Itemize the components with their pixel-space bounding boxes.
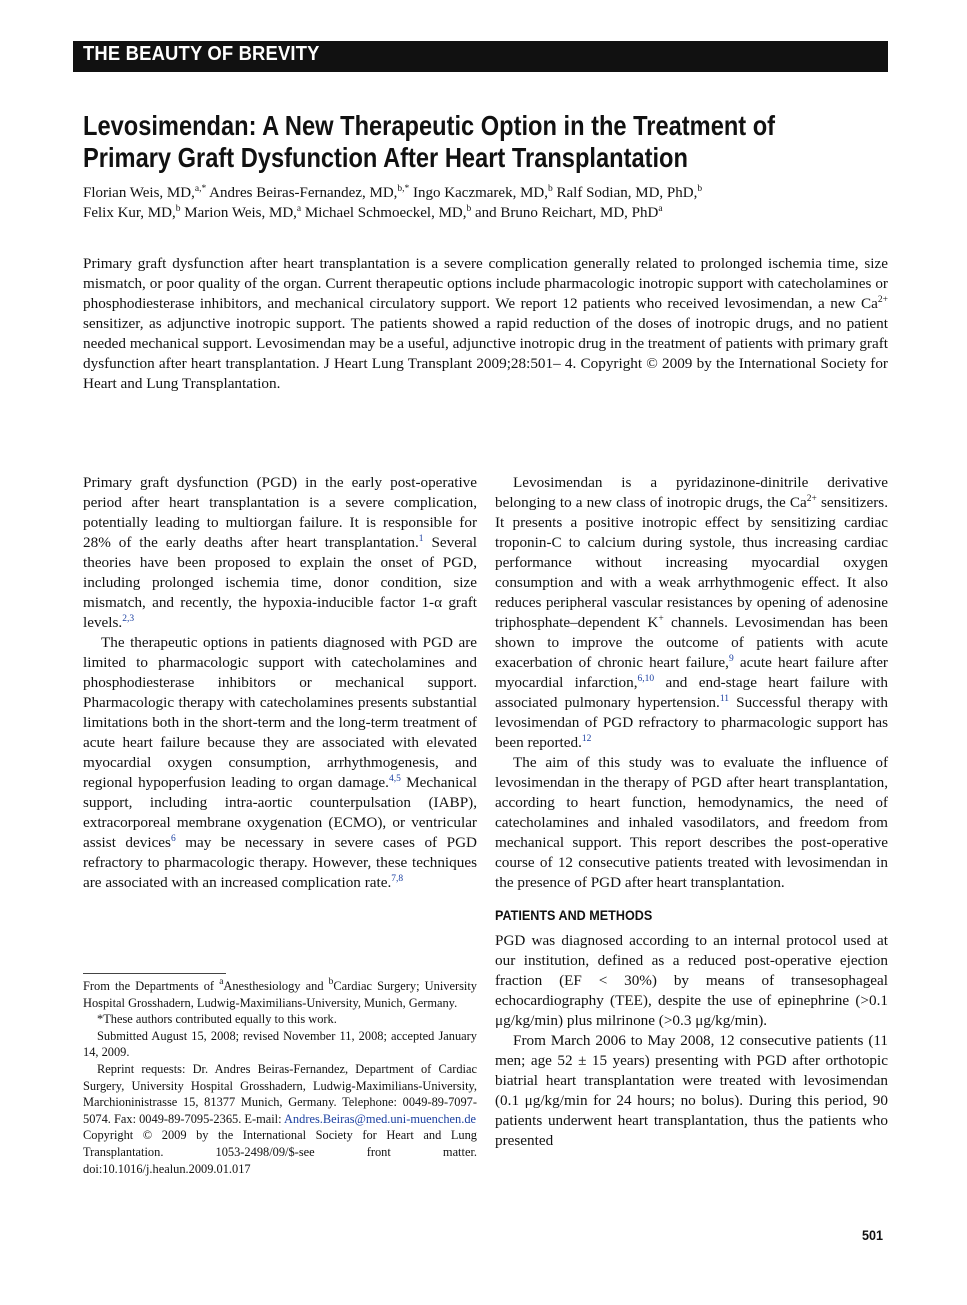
- paragraph-text: and end-stage heart failure with associated pulmonary hypertension.: [495, 674, 888, 711]
- paragraph-text: The therapeutic options in patients diagnosed with PGD are limited to pharmacologic support with catecholamines and phosphodiesterase inhibitors or mechanical support. Pharmacologic therapy with catecholamines presents substantial limitations both in the short-term and the long-term treatment of acute heart failure because they are associated with elevated myocardial oxygen consumption, arrhythmogenesis, and regional hypoperfusion leading to organ damage.: [83, 634, 477, 791]
- citation-link[interactable]: 2,3: [122, 614, 135, 624]
- citation-link[interactable]: 7,8: [391, 874, 404, 884]
- author: Felix Kur, MD,: [83, 205, 176, 221]
- footnote-copyright: Copyright © 2009 by the International Society for Heart and Lung Transplantation. 1053-2498/09/$-see front matter. doi:10.1016/j.healun.2009.01.017: [83, 1128, 477, 1176]
- superscript: 2+: [806, 494, 817, 504]
- citation-link[interactable]: 9: [728, 654, 734, 664]
- citation-link[interactable]: 12: [581, 734, 592, 744]
- banner-text: THE BEAUTY OF BREVITY: [83, 43, 320, 65]
- footnote-divider: [83, 973, 226, 974]
- author: and Bruno Reichart, MD, PhD: [475, 205, 659, 221]
- footnote-text: Reprint requests: Dr. Andres Beiras-Fernandez, Department of Cardiac Surgery, University Hospital Grosshadern, Ludwig-Maximilians-University, Marchioninistrasse 15, 81377 Munich, Germany. Telephone: 0049-89-7097-5074. Fax: 0049-89-7095-2365. E-mail:: [83, 1061, 477, 1126]
- author-affiliation: b,*: [397, 184, 410, 194]
- body-column-left: [83, 473, 477, 893]
- abstract: [83, 254, 888, 394]
- author-affiliation: b: [466, 204, 472, 214]
- page-number: 501: [862, 1227, 884, 1243]
- author-affiliation: b: [697, 184, 703, 194]
- author-list: [83, 183, 893, 223]
- paragraph: PGD was diagnosed according to an internal protocol used at our institution, defined as a reduced post-operative ejection fraction (EF < 30%) by means of transesophageal echocardiography (TEE), despite the use of epinephrine (>0.1 μg/kg/min) plus milrinone (>0.3 μg/kg/min).: [495, 932, 888, 1029]
- paragraph: From March 2006 to May 2008, 12 consecutive patients (11 men; age 52 ± 15 years) presenting with PGD after orthotopic biatrial heart transplantation were treated with levosimendan (0.1 μg/kg/min for 24 hours; no bolus). During this period, 90 patients underwent heart transplantation, thus the patients who presented: [495, 1032, 888, 1149]
- author: Ralf Sodian, MD, PhD,: [556, 185, 698, 201]
- paragraph-text: may be necessary in severe cases of PGD refractory to pharmacologic therapy. However, these techniques are associated with an increased complication rate.: [83, 834, 478, 891]
- superscript: +: [658, 614, 664, 624]
- author-affiliation: b: [175, 204, 181, 214]
- footnote-equal-contribution: *These authors contributed equally to this work.: [97, 1012, 337, 1027]
- paragraph-text: Several theories have been proposed to explain the onset of PGD, including prolonged ischemia time, donor condition, size mismatch, and recently, the hypoxia-inducible factor 1-α graft levels.: [83, 534, 477, 631]
- author-affiliation: a: [658, 204, 663, 214]
- citation-link[interactable]: 4,5: [388, 774, 401, 784]
- citation-link[interactable]: 1: [418, 534, 424, 544]
- body-column-right: [495, 473, 888, 1151]
- superscript: a: [219, 977, 224, 987]
- citation-link[interactable]: 6,10: [637, 674, 655, 684]
- title-line-1: Levosimendan: A New Therapeutic Option in the Treatment of: [83, 110, 776, 141]
- paragraph: [83, 633, 477, 893]
- footnote-text: From the Departments of: [83, 979, 220, 993]
- abstract-text: sensitizer, as adjunctive inotropic support. The patients showed a rapid reduction of the doses of inotropic drugs, and no patient needed mechanical support. Levosimendan may be a useful, adjunctive inotropic drug in the treatment of patients with primary graft dysfunction after heart transplantation. J Heart Lung Transplant 2009;28:501– 4. Copyright © 2009 by the International Society for Heart and Lung Transplantation.: [83, 315, 888, 392]
- section-banner: [73, 41, 888, 72]
- section-heading: PATIENTS AND METHODS: [495, 907, 653, 923]
- paragraph-text: Levosimendan is a pyridazinone-dinitrile derivative belonging to a new class of inotropic drugs, the Ca: [495, 474, 888, 511]
- abstract-text: Primary graft dysfunction after heart transplantation is a severe complication generally related to prolonged ischemia time, size mismatch, or poor quality of the organ. Current therapeutic options include pharmacologic inotropic support with catecholamines or phosphodiesterase inhibitors, and mechanical circulatory support. We report 12 patients who received levosimendan, a new Ca: [83, 255, 888, 312]
- footnote-dates: Submitted August 15, 2008; revised November 11, 2008; accepted January 14, 2009.: [83, 1028, 477, 1060]
- author: Marion Weis, MD,: [184, 205, 297, 221]
- article-title: [83, 110, 780, 174]
- paragraph-text: Mechanical support, including intra-aortic counterpulsation (IABP), extracorporeal membrane oxygenation (ECMO), or ventricular assist devices: [83, 774, 477, 851]
- paragraph-text: channels. Levosimendan has been shown to improve the outcome of patients with acute exacerbation of chronic heart failure,: [495, 614, 888, 671]
- footnote-reprint: [83, 1061, 477, 1127]
- paragraph: [495, 473, 888, 753]
- author-affiliation: a: [296, 204, 302, 214]
- citation-link[interactable]: 11: [719, 694, 729, 704]
- author: Ingo Kaczmarek, MD,: [413, 185, 548, 201]
- superscript: b: [328, 977, 334, 987]
- footnote-text: Cardiac Surgery; University Hospital Grosshadern, Ludwig-Maximilians-University, Munich, Germany.: [83, 979, 477, 1010]
- footnote-affiliations: [83, 978, 477, 1011]
- author: Florian Weis, MD,: [83, 185, 195, 201]
- author-affiliation: b: [548, 184, 553, 194]
- author-affiliation: a,*: [194, 184, 207, 194]
- title-line-2: Primary Graft Dysfunction After Heart Transplantation: [83, 142, 688, 173]
- author: Michael Schmoeckel, MD,: [304, 205, 467, 221]
- footnote-text: Anesthesiology and: [223, 979, 329, 993]
- citation-link[interactable]: 6: [170, 834, 176, 844]
- paragraph-text: Successful therapy with levosimendan of PGD refractory to pharmacologic support has been reported.: [495, 694, 888, 751]
- paragraph: [83, 473, 477, 633]
- paragraph-text: acute heart failure after myocardial infarction,: [495, 654, 888, 691]
- author: Andres Beiras-Fernandez, MD,: [209, 185, 398, 201]
- email-link[interactable]: Andres.Beiras@med.uni-muenchen.de: [283, 1111, 477, 1126]
- paragraph: The aim of this study was to evaluate the influence of levosimendan in the therapy of PGD after heart transplantation, according to heart function, hemodynamics, the need of catecholamines and inhaled vasodilators, and freedom from mechanical support. This report describes the post-operative course of 12 consecutive patients treated with levosimendan in the presence of PGD after heart transplantation.: [495, 754, 888, 891]
- paragraph-text: Primary graft dysfunction (PGD) in the early post-operative period after heart transplantation is a severe complication, potentially leading to multiorgan failure. It is responsible for 28% of the early deaths after heart transplantation.: [83, 474, 477, 551]
- paragraph-text: sensitizers. It presents a positive inotropic effect by sensitizing cardiac troponin-C to calcium during systole, thus increasing cardiac performance without increasing myocardial oxygen consumption and with a weak arrhythmogenic effect. It also reduces peripheral vascular resistances by opening of adenosine triphosphate–dependent K: [495, 494, 888, 631]
- superscript: 2+: [877, 295, 888, 305]
- footnotes: [83, 978, 477, 1177]
